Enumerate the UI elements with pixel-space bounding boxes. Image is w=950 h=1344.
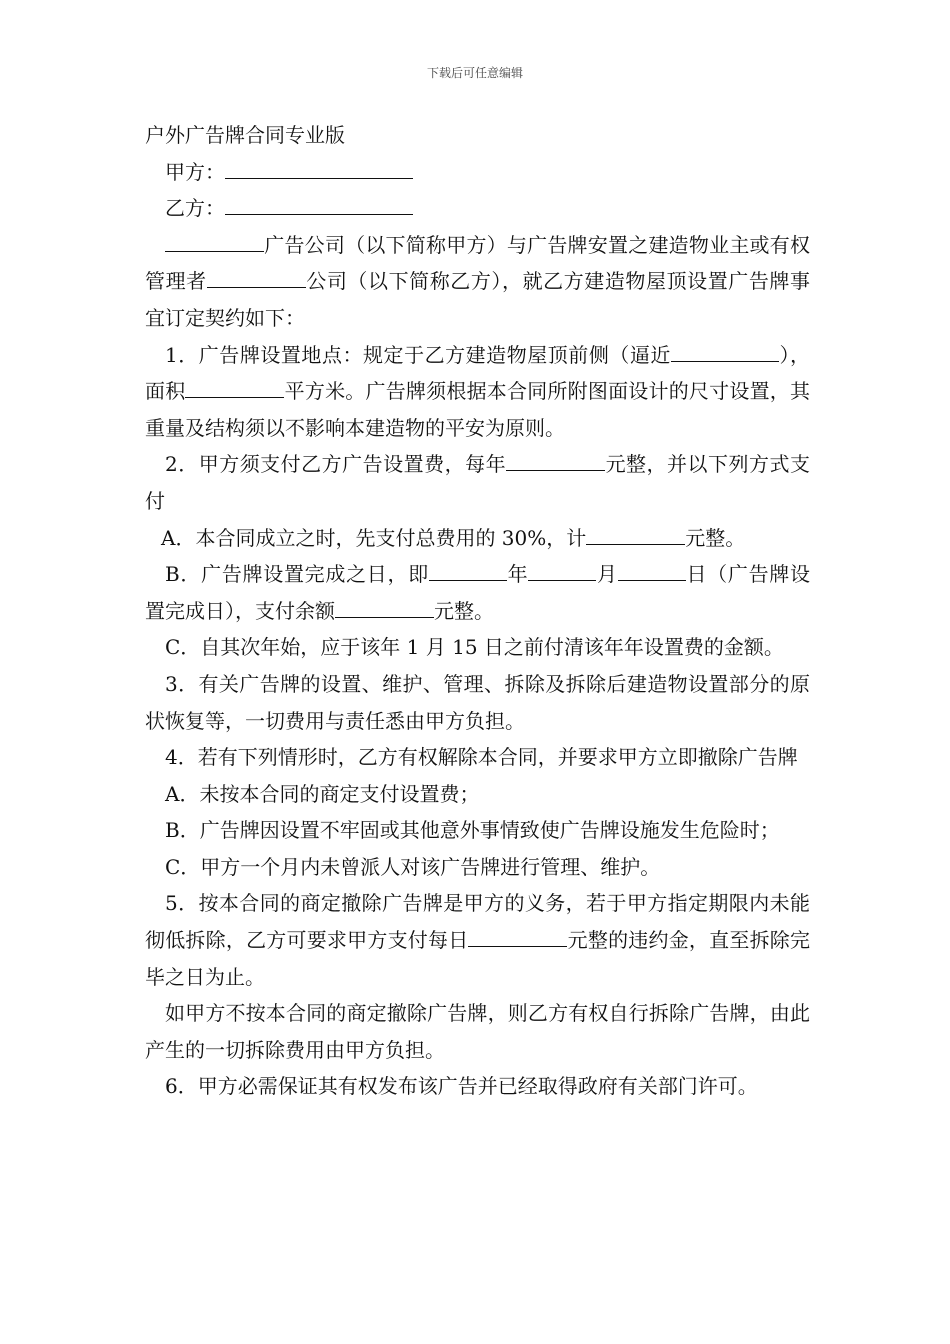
clause-2-blank xyxy=(506,450,605,471)
clause-2a-text-2: 元整。 xyxy=(685,525,746,550)
intro-paragraph xyxy=(145,227,810,337)
clause-1-blank-2 xyxy=(185,377,284,398)
clause-4b: B．广告牌因设置不牢固或其他意外事情致使广告牌设施发生危险时； xyxy=(165,818,780,843)
clause-2b-text-3: 元整。 xyxy=(434,598,494,623)
party-b-blank xyxy=(225,194,413,215)
intro-text-2: 公司（以下简称乙方），就乙方建造物屋顶设置广告牌事宜订定契约如下： xyxy=(145,269,811,330)
clause-2b-text-2: 日（广告牌设置完成日），支付余额 xyxy=(145,562,811,623)
intro-blank-2 xyxy=(207,267,306,288)
clause-2 xyxy=(145,446,810,519)
clause-2c: C．自其次年始，应于该年 1 月 15 日之前付清该年年设置费的金额。 xyxy=(165,635,784,660)
clause-5 xyxy=(145,885,810,995)
party-b-label: 乙方： xyxy=(165,196,225,221)
document-title: 户外广告牌合同专业版 xyxy=(145,123,345,147)
clause-6: 6．甲方必需保证其有权发布该广告并已经取得政府有关部门许可。 xyxy=(165,1074,758,1099)
clause-2a xyxy=(145,520,810,557)
intro-text-1: 广告公司（以下简称甲方）与广告牌安置之建造物业主或有权管理者 xyxy=(145,232,810,294)
clause-2-text-1: 2．甲方须支付乙方广告设置费，每年 xyxy=(165,452,507,477)
clause-5-extra: 如甲方不按本合同的商定撤除广告牌，则乙方有权自行拆除广告牌，由此产生的一切拆除费用由甲方负担。 xyxy=(145,1001,810,1062)
clause-1 xyxy=(145,337,810,447)
clause-3: 3．有关广告牌的设置、维护、管理、拆除及拆除后建造物设置部分的原状恢复等，一切费用与责任悉由甲方负担。 xyxy=(145,671,810,733)
clause-4a: A．未按本合同的商定支付设置费； xyxy=(165,781,480,806)
party-b-line xyxy=(145,190,810,227)
clause-1-text-3: 平方米。广告牌须根据本合同所附图面设计的尺寸设置，其重量及结构须以不影响本建造物的平安为原则。 xyxy=(145,379,811,440)
party-a-blank xyxy=(225,158,413,179)
clause-2-text-2: 元整，并以下列方式支付 xyxy=(145,452,810,513)
contract-body xyxy=(145,117,810,1105)
clause-1-text-2: ），面积 xyxy=(145,342,810,404)
clause-2a-text-1: A．本合同成立之时，先支付总费用的 30%，计 xyxy=(161,525,587,550)
clause-2b-text-1: B．广告牌设置完成之日，即 xyxy=(165,562,429,587)
party-a-label: 甲方： xyxy=(165,159,225,184)
clause-2b-month: 月 xyxy=(596,562,618,587)
clause-2b-month-blank xyxy=(528,560,596,581)
clause-5-blank xyxy=(468,926,567,947)
clause-2b-year: 年 xyxy=(506,562,529,587)
clause-2b-year-blank xyxy=(429,560,507,581)
clause-5-text-2: 元整的违约金，直至拆除完毕之日为止。 xyxy=(145,928,811,989)
clause-2b-balance-blank xyxy=(335,597,434,618)
clause-5-text-1: 5．按本合同的商定撤除广告牌是甲方的义务，若于甲方指定期限内未能彻低拆除，乙方可要求甲方支付每日 xyxy=(145,891,810,953)
intro-blank-1 xyxy=(165,231,264,252)
page-header: 下载后可任意编辑 xyxy=(426,66,523,80)
clause-2b xyxy=(145,556,810,629)
clause-2b-day-blank xyxy=(618,560,686,581)
clause-4: 4．若有下列情形时，乙方有权解除本合同，并要求甲方立即撤除广告牌 xyxy=(165,745,798,770)
party-a-line xyxy=(145,154,810,191)
clause-2a-blank xyxy=(586,524,685,545)
clause-4c: C．甲方一个月内未曾派人对该广告牌进行管理、维护。 xyxy=(165,854,661,879)
clause-1-text-1: 1．广告牌设置地点：规定于乙方建造物屋顶前侧（逼近 xyxy=(165,342,671,367)
clause-1-blank-1 xyxy=(671,341,779,362)
